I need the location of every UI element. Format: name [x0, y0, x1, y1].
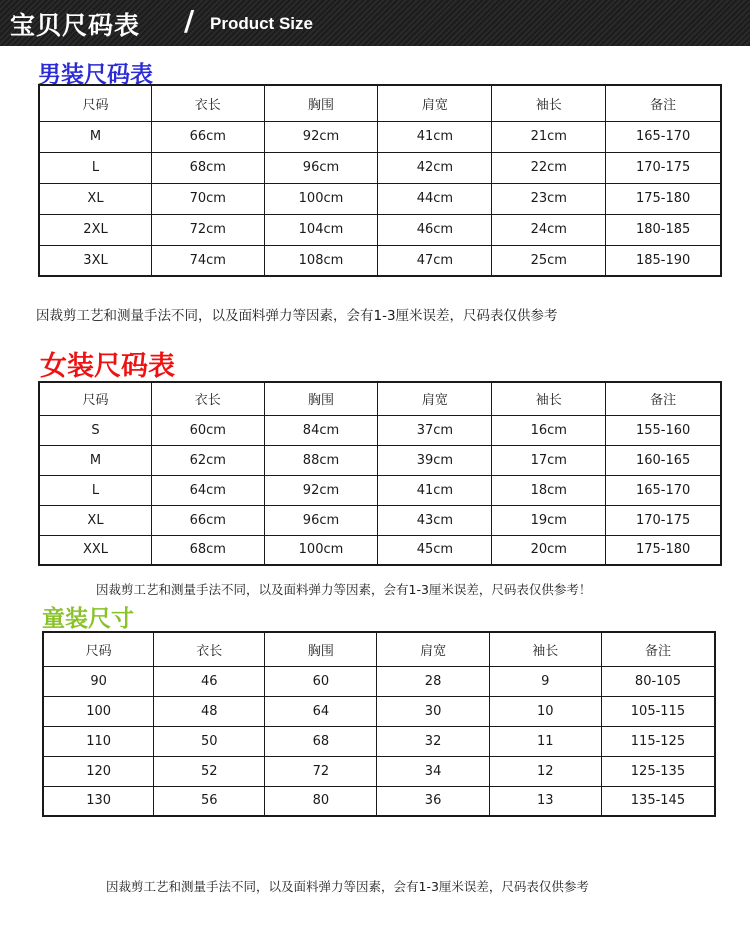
table-cell: 92cm — [264, 475, 378, 505]
column-header: 衣长 — [152, 382, 265, 415]
table-cell: 48 — [154, 696, 265, 726]
table-cell: 41cm — [378, 475, 492, 505]
banner-slash: / — [184, 4, 195, 37]
table-cell: 80 — [265, 786, 377, 816]
table-cell: 28 — [377, 666, 489, 696]
table-cell: 30 — [377, 696, 489, 726]
column-header: 衣长 — [154, 632, 265, 666]
banner-title-en: Product Size — [210, 14, 313, 33]
table-cell: 52 — [154, 756, 265, 786]
column-header: 尺码 — [39, 85, 152, 121]
table-header-row — [43, 632, 715, 666]
table-cell: 39cm — [378, 445, 492, 475]
table-cell: 23cm — [492, 183, 606, 214]
table-row — [39, 183, 721, 214]
table-cell: 64cm — [152, 475, 265, 505]
table-cell: 120 — [43, 756, 154, 786]
table-row — [39, 214, 721, 245]
table-cell: 185-190 — [606, 245, 721, 276]
table-cell: 90 — [43, 666, 154, 696]
table-cell: 175-180 — [606, 535, 721, 565]
column-header: 袖长 — [489, 632, 601, 666]
table-cell: 19cm — [492, 505, 606, 535]
table-cell: 155-160 — [606, 415, 721, 445]
table-cell: 56 — [154, 786, 265, 816]
table-cell: 37cm — [378, 415, 492, 445]
column-header: 衣长 — [152, 85, 265, 121]
table-cell: 62cm — [152, 445, 265, 475]
column-header: 尺码 — [39, 382, 152, 415]
men-size-heading: 男装尺码表 — [38, 62, 153, 88]
table-cell: 34 — [377, 756, 489, 786]
table-cell: 180-185 — [606, 214, 721, 245]
table-row — [39, 475, 721, 505]
table-cell: 64 — [265, 696, 377, 726]
kids-size-note: 因裁剪工艺和测量手法不同，以及面料弹力等因素，会有1-3厘米误差，尺码表仅供参考 — [106, 879, 589, 894]
table-cell: M — [39, 445, 152, 475]
table-row — [43, 786, 715, 816]
table-row — [39, 505, 721, 535]
table-cell: 100cm — [264, 183, 378, 214]
kids-size-table — [42, 631, 716, 817]
column-header: 袖长 — [492, 382, 606, 415]
table-cell: 10 — [489, 696, 601, 726]
table-cell: 68 — [265, 726, 377, 756]
table-cell: L — [39, 152, 152, 183]
women-size-table — [38, 381, 722, 566]
table-cell: 110 — [43, 726, 154, 756]
column-header: 肩宽 — [378, 382, 492, 415]
column-header: 备注 — [606, 382, 721, 415]
table-cell: 43cm — [378, 505, 492, 535]
table-cell: 88cm — [264, 445, 378, 475]
table-cell: 36 — [377, 786, 489, 816]
table-cell: 74cm — [152, 245, 265, 276]
table-cell: 16cm — [492, 415, 606, 445]
table-cell: 47cm — [378, 245, 492, 276]
table-cell: 165-170 — [606, 475, 721, 505]
table-row — [39, 152, 721, 183]
table-cell: 22cm — [492, 152, 606, 183]
table-cell: 60 — [265, 666, 377, 696]
table-cell: S — [39, 415, 152, 445]
table-row — [39, 245, 721, 276]
table-cell: 21cm — [492, 121, 606, 152]
table-cell: 50 — [154, 726, 265, 756]
table-row — [39, 535, 721, 565]
banner-title-cn: 宝贝尺码表 — [10, 11, 141, 40]
table-cell: 175-180 — [606, 183, 721, 214]
table-cell: 165-170 — [606, 121, 721, 152]
table-cell: 72cm — [152, 214, 265, 245]
table-row — [43, 756, 715, 786]
table-cell: XXL — [39, 535, 152, 565]
table-cell: 46 — [154, 666, 265, 696]
table-cell: 2XL — [39, 214, 152, 245]
table-cell: 13 — [489, 786, 601, 816]
column-header: 肩宽 — [378, 85, 492, 121]
table-cell: 96cm — [264, 505, 378, 535]
table-cell: 100cm — [264, 535, 378, 565]
table-cell: 3XL — [39, 245, 152, 276]
table-cell: M — [39, 121, 152, 152]
table-cell: 160-165 — [606, 445, 721, 475]
column-header: 备注 — [606, 85, 721, 121]
table-cell: 108cm — [264, 245, 378, 276]
table-cell: 170-175 — [606, 152, 721, 183]
table-row — [39, 121, 721, 152]
column-header: 袖长 — [492, 85, 606, 121]
table-row — [43, 726, 715, 756]
women-size-note: 因裁剪工艺和测量手法不同，以及面料弹力等因素，会有1-3厘米误差，尺码表仅供参考！ — [96, 582, 592, 597]
table-cell: 32 — [377, 726, 489, 756]
table-cell: 60cm — [152, 415, 265, 445]
table-cell: 25cm — [492, 245, 606, 276]
table-cell: 170-175 — [606, 505, 721, 535]
column-header: 备注 — [601, 632, 715, 666]
table-cell: 41cm — [378, 121, 492, 152]
column-header: 胸围 — [265, 632, 377, 666]
title-banner — [0, 0, 750, 46]
table-cell: 96cm — [264, 152, 378, 183]
table-header-row — [39, 382, 721, 415]
table-cell: XL — [39, 183, 152, 214]
table-cell: 17cm — [492, 445, 606, 475]
table-row — [43, 696, 715, 726]
table-row — [39, 415, 721, 445]
table-row — [39, 445, 721, 475]
women-size-heading: 女装尺码表 — [40, 351, 175, 382]
kids-size-heading: 童装尺寸 — [42, 606, 134, 632]
table-cell: 46cm — [378, 214, 492, 245]
table-cell: 11 — [489, 726, 601, 756]
column-header: 胸围 — [264, 85, 378, 121]
table-cell: 80-105 — [601, 666, 715, 696]
table-cell: L — [39, 475, 152, 505]
table-row — [43, 666, 715, 696]
men-size-note: 因裁剪工艺和测量手法不同，以及面料弹力等因素，会有1-3厘米误差，尺码表仅供参考 — [36, 308, 558, 324]
column-header: 尺码 — [43, 632, 154, 666]
table-cell: 92cm — [264, 121, 378, 152]
table-cell: XL — [39, 505, 152, 535]
table-cell: 42cm — [378, 152, 492, 183]
table-cell: 70cm — [152, 183, 265, 214]
men-size-table — [38, 84, 722, 277]
table-cell: 12 — [489, 756, 601, 786]
table-header-row — [39, 85, 721, 121]
table-cell: 68cm — [152, 152, 265, 183]
table-cell: 45cm — [378, 535, 492, 565]
table-cell: 20cm — [492, 535, 606, 565]
table-cell: 18cm — [492, 475, 606, 505]
table-cell: 24cm — [492, 214, 606, 245]
table-cell: 68cm — [152, 535, 265, 565]
table-cell: 115-125 — [601, 726, 715, 756]
column-header: 肩宽 — [377, 632, 489, 666]
table-cell: 66cm — [152, 121, 265, 152]
table-cell: 125-135 — [601, 756, 715, 786]
table-cell: 72 — [265, 756, 377, 786]
table-cell: 104cm — [264, 214, 378, 245]
table-cell: 44cm — [378, 183, 492, 214]
table-cell: 135-145 — [601, 786, 715, 816]
table-cell: 84cm — [264, 415, 378, 445]
table-cell: 105-115 — [601, 696, 715, 726]
table-cell: 130 — [43, 786, 154, 816]
column-header: 胸围 — [264, 382, 378, 415]
table-cell: 66cm — [152, 505, 265, 535]
table-cell: 100 — [43, 696, 154, 726]
table-cell: 9 — [489, 666, 601, 696]
